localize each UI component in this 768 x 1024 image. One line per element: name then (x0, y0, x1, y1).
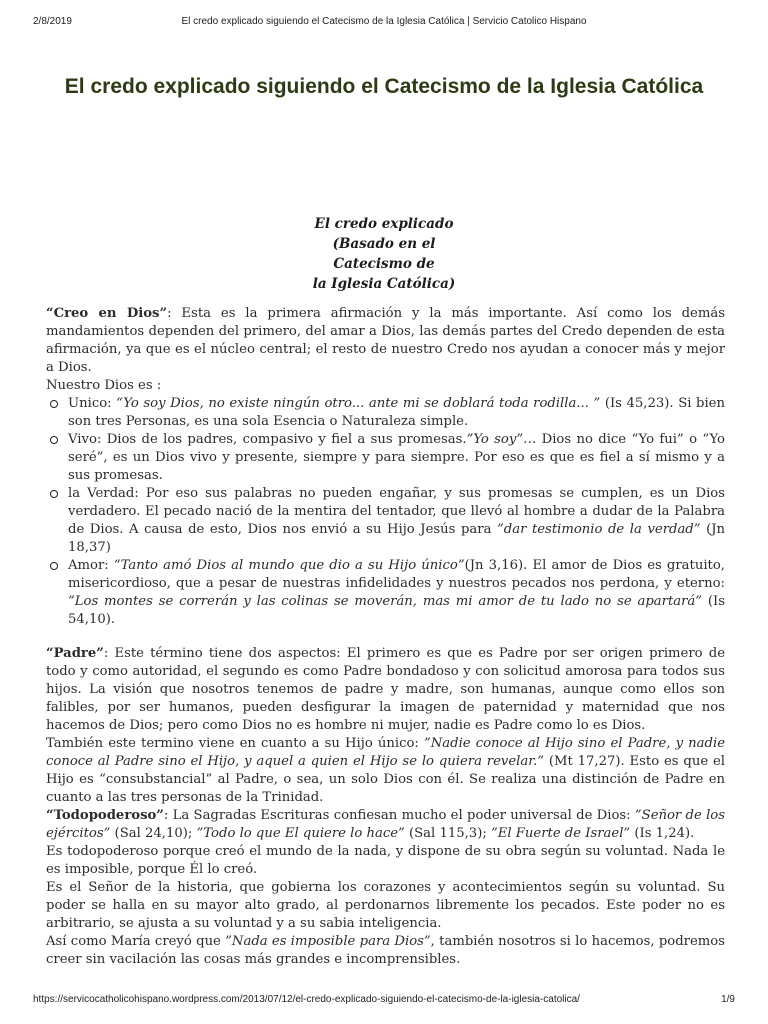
todo-quote: ”El Fuerte de Israel” (490, 826, 631, 841)
item-quote: “Tanto amó Dios al mundo que dio a su Hijo único” (113, 558, 465, 573)
item-text: Unico: (68, 396, 117, 411)
todo-text: (Sal 24,10); (110, 826, 197, 841)
article-title: El credo explicado siguiendo el Catecismo de la Iglesia Católica (64, 75, 704, 98)
item-quote: ”dar testimonio de la verdad” (497, 522, 701, 537)
item-text: Dios no dice “Yo fui” o “Yo seré”, es un Dios vivo y presente, siempre y para siempre. Por eso es que es fiel a sí mismo y a sus promesas. (68, 432, 725, 483)
todo-text: (Is 1,24). (630, 826, 695, 841)
todopoderoso-paragraph-2: Es todopoderoso porque creó el mundo de la nada, y dispone de su obra según su voluntad. Nada le es imposible, porque Él lo creó. (46, 844, 725, 877)
todopoderoso-paragraph (46, 807, 725, 843)
padre-paragraph-2 (46, 735, 725, 807)
padre-quote: ”Nadie conoce al Hijo sino el Padre, y nadie conoce al Padre sino el Hijo, y aquel a quien el Hijo se lo quiera revelar.” (46, 736, 725, 769)
item-text: Vivo: Dios de los padres, compasivo y fiel a sus promesas. (68, 432, 467, 447)
subtitle-line: El credo explicado (314, 216, 454, 232)
subtitle-line: Catecismo de (333, 256, 435, 272)
page-number: 1/9 (721, 994, 735, 1005)
item-quote: ”Los montes se correrán y las colinas se moverán, mas mi amor de tu lado no se apartará” (68, 594, 703, 609)
padre-paragraph (46, 645, 725, 735)
print-date: 2/8/2019 (33, 16, 72, 27)
creo-text: : Esta es la primera afirmación y la más importante. Así como los demás mandamientos dependen del primero, del amar a Dios, las demás partes del Credo dependen de esta afirmación, ya que es el núcleo central; el resto de nuestro Credo nos ayudan a conocer más y mejor a Dios. (46, 306, 725, 375)
print-header (0, 16, 768, 30)
creo-paragraph (46, 305, 725, 377)
todopoderoso-paragraph-4 (46, 933, 725, 969)
item-text: (Is 45,23). Si bien son tres Personas, es una sola Esencia o Naturaleza simple. (68, 396, 725, 429)
list-item (68, 485, 725, 557)
item-text: Amor: (68, 558, 114, 573)
print-page-title: El credo explicado siguiendo el Catecismo de la Iglesia Católica | Servicio Catolico Hispano (181, 16, 587, 27)
list-item (68, 557, 725, 629)
todo-quote: ”Todo lo que El quiere lo hace” (196, 826, 405, 841)
todo-text: (Sal 115,3); (404, 826, 491, 841)
padre-text: También este termino viene en cuanto a su Hijo único: (46, 736, 424, 751)
list-item (68, 395, 725, 431)
todo-quote: ”Nada es imposible para Dios” (225, 934, 431, 949)
item-quote: “Yo soy Dios, no existe ningún otro... ante mi se doblará toda rodilla... ” (116, 396, 601, 411)
term-todopoderoso: “Todopoderoso” (46, 808, 164, 823)
padre-text: : Este término tiene dos aspectos: El primero es que es Padre por ser origen primero de todo y como autoridad, el segundo es como Padre bondadoso y con solicitud amorosa para todos sus hijos. La visión que nosotros tenemos de padre y madre, son humanas, aunque como ellos son falibles, por ser humanos, pueden desfigurar la imagen de paternidad y maternidad que nos hacemos de Dios; pero como Dios no es hombre ni mujer, nadie es Padre como lo es Dios. (46, 646, 725, 733)
item-text: (Is 54,10). (68, 594, 725, 627)
list-intro: Nuestro Dios es : (46, 378, 162, 393)
subtitle-line: (Basado en el (332, 236, 436, 252)
todo-text: : La Sagradas Escrituras confiesan mucho el poder universal de Dios: (163, 808, 635, 823)
article-subtitle (0, 214, 768, 294)
todopoderoso-paragraph-3: Es el Señor de la historia, que gobierna los corazones y acontecimientos según su voluntad. Su poder se halla en su mayor alto grado, al perdonarnos libremente los pecados. Este poder no es arbitrario, se ajusta a su voluntad y a su sabia inteligencia. (46, 880, 725, 931)
todo-quote: ”Señor de los ejércitos” (46, 808, 726, 841)
term-creo: “Creo en Dios” (46, 306, 168, 321)
term-padre: “Padre” (46, 646, 104, 661)
item-text: (Jn 18,37) (68, 522, 725, 555)
padre-text: (Mt 17,27). Esto es que el Hijo es “consubstancial” al Padre, o sea, un solo Dios con él. Se realiza una distinción de Padre en cuanto a las tres personas de la Trinidad. (46, 754, 725, 805)
print-url: https://servicocatholicohispano.wordpress.com/2013/07/12/el-credo-explicado-siguiendo-el-catecismo-de-la-iglesia-catolica/ (33, 994, 580, 1005)
item-text: (Jn 3,16). El amor de Dios es gratuito, misericordioso, que a pesar de nuestras infidelidades y nuestros pecados nos perdona, y eterno: (68, 558, 725, 591)
subtitle-line: la Iglesia Católica) (312, 276, 456, 292)
list-item (68, 431, 725, 485)
article-body (46, 305, 725, 969)
attributes-list (46, 395, 725, 629)
todo-text: , también nosotros si lo hacemos, podremos creer sin vacilación las cosas más grandes e incomprensibles. (46, 934, 725, 967)
print-footer (0, 994, 768, 1008)
todo-text: Así como María creyó que (46, 934, 226, 949)
item-text: la Verdad: Por eso sus palabras no pueden engañar, y sus promesas se cumplen, es un Dios verdadero. El pecado nació de la mentira del tentador, que llevó al hombre a dudar de la Palabra de Dios. A causa de esto, Dios nos envió a su Hijo Jesús para (68, 486, 725, 537)
item-quote: ”Yo soy”… (466, 432, 537, 447)
